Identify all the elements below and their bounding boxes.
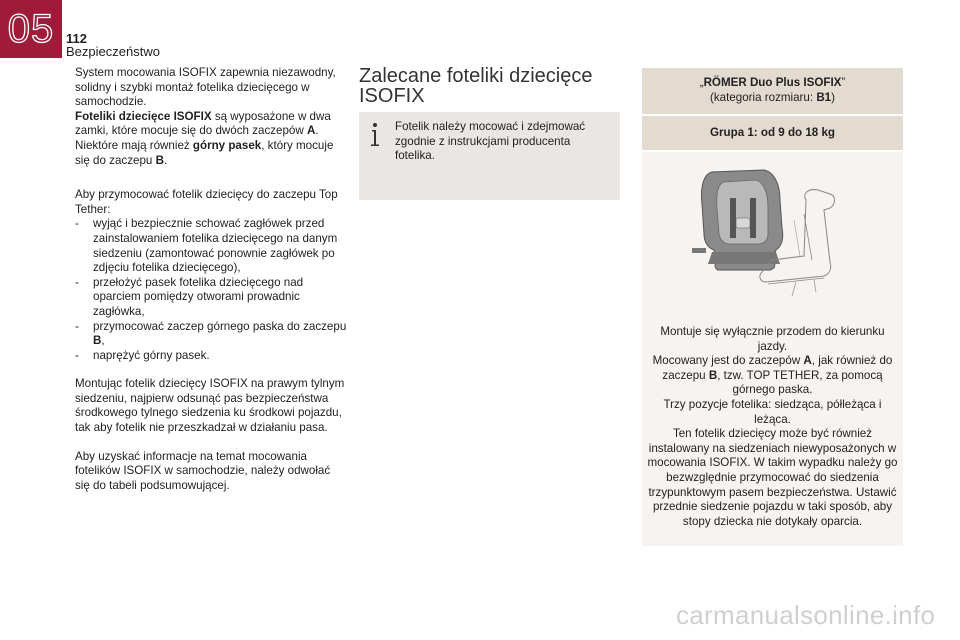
left-column bbox=[75, 66, 347, 493]
seat-desc-anchors bbox=[646, 354, 899, 398]
text-anchors-post: , tzw. TOP TETHER, za pomocą górnego paska. bbox=[717, 368, 883, 397]
list-item bbox=[75, 349, 347, 364]
list-dash: - bbox=[75, 275, 79, 289]
anchor-b-label: B bbox=[155, 153, 164, 167]
list-item-text: przymocować zaczep górnego paska do zaczepu B, bbox=[93, 319, 347, 348]
list-dash: - bbox=[75, 319, 79, 333]
watermark: carmanualsonline.info bbox=[676, 600, 936, 630]
text-anchors-mid: , jak również do zaczepu bbox=[662, 354, 893, 382]
chapter-number: 05 bbox=[7, 6, 55, 51]
size-category-label: (kategoria rozmiaru: bbox=[709, 90, 817, 104]
seat-desc-positions: Trzy pozycje fotelika: siedząca, półleżąca i leżąca. bbox=[663, 397, 882, 426]
info-text: Fotelik należy mocować i zdejmować zgodnie z instrukcjami producenta fotelika. bbox=[395, 120, 586, 163]
anchor-b-label: B bbox=[93, 334, 102, 348]
seat-table-header bbox=[642, 68, 903, 114]
text-intro: System mocowania ISOFIX zapewnia niezawodny, solidny i szybki montaż fotelika dziecięcego w samochodzie. bbox=[75, 66, 336, 109]
text-anchors: są wyposażone w dwa zamki, które mocuje się do dwóch zaczepów bbox=[75, 109, 331, 138]
paragraph-summary-table: Aby uzyskać informacje na temat mocowania fotelików ISOFIX w samochodzie, należy odwołać się do tabeli podsumowującej. bbox=[75, 449, 331, 492]
list-item-text: przełożyć pasek fotelika dziecięcego nad oparciem pomiędzy otworami prowadnic zagłówka, bbox=[93, 275, 304, 318]
seat-description bbox=[646, 325, 899, 529]
list-item bbox=[75, 276, 347, 320]
anchor-a-label: A bbox=[803, 354, 812, 368]
list-item bbox=[75, 217, 347, 275]
section-title: Bezpieczeństwo bbox=[66, 44, 160, 59]
list-dash: - bbox=[75, 217, 79, 231]
anchor-a-label: A bbox=[306, 124, 316, 138]
info-icon bbox=[369, 122, 381, 148]
chapter-tab bbox=[0, 0, 62, 58]
info-box bbox=[359, 112, 620, 200]
list-item bbox=[75, 320, 347, 349]
list-item-text: naprężyć górny pasek. bbox=[93, 348, 210, 362]
list-item-text: wyjąć i bezpiecznie schować zagłówek przed zainstalowaniem fotelika dziecięcego na danym siedzeniu (zamontować ponownie zagłówek po zdjęciu fotelika dziecięcego), bbox=[93, 217, 338, 275]
paragraph-isofix-intro: System mocowania ISOFIX zapewnia niezawodny, solidny i szybki montaż fotelika dziecięcego w samochodzie. Foteliki dziecięce ISOFIX są wyposażone w dwa zamki, które mocuje się do dwóch zaczepów A. Niektóre mają również górny pasek, który mocuje się do zaczepu B. bbox=[75, 66, 336, 167]
page-number: 112 bbox=[66, 31, 87, 46]
anchor-b-label: B bbox=[708, 368, 718, 382]
seat-table-body bbox=[642, 152, 903, 546]
size-category-close: ) bbox=[831, 90, 836, 104]
quote-open: „ bbox=[699, 76, 704, 89]
text-strap-attach: , który mocuje się do zaczepu bbox=[75, 138, 334, 167]
text-attach-hook: przymocować zaczep górnego paska do zaczepu bbox=[93, 319, 347, 333]
seat-desc-non-isofix: Ten fotelik dziecięcy może być również instalowany na siedzeniach niewyposażonych w mocowania ISOFIX. W takim wypadku należy go bezwzględnie przymocować do siedzenia trzypunktowym pasem bezpieczeństwa. Ustawić przednie siedzenie pojazdu w taki sposób, aby stopy dziecka nie dotykały oparcia. bbox=[647, 427, 898, 528]
paragraph-top-tether-intro: Aby przymocować fotelik dziecięcy do zaczepu Top Tether: bbox=[75, 188, 338, 216]
paragraph-right-rear-seat: Montując fotelik dziecięcy ISOFIX na prawym tylnym siedzeniu, najpierw odsunąć pas bezpieczeństwa środkowego tylnego siedzenia ku środkowi pojazdu, tak aby fotelik nie przeszkadzał w działaniu pasa. bbox=[75, 377, 345, 435]
heading-recommended-seats: Zalecane foteliki dziecięce ISOFIX bbox=[359, 65, 593, 107]
text-bold-isofix: Foteliki dziecięce ISOFIX bbox=[75, 109, 212, 123]
child-seat-illustration bbox=[684, 164, 864, 304]
quote-close: ” bbox=[841, 76, 846, 89]
size-category-value: B1 bbox=[816, 90, 832, 104]
seat-model-name: RÖMER Duo Plus ISOFIX bbox=[703, 76, 842, 89]
seat-table bbox=[642, 68, 903, 546]
seat-group-row: Grupa 1: od 9 do 18 kg bbox=[642, 116, 903, 150]
text-some-have: Niektóre mają również bbox=[75, 138, 193, 152]
seat-desc-direction: Montuje się wyłącznie przodem do kierunku jazdy. bbox=[660, 325, 885, 353]
list-dash: - bbox=[75, 348, 79, 362]
text-anchors-pre: Mocowany jest do zaczepów bbox=[652, 354, 804, 368]
text-bold-top-strap: górny pasek bbox=[192, 138, 262, 152]
